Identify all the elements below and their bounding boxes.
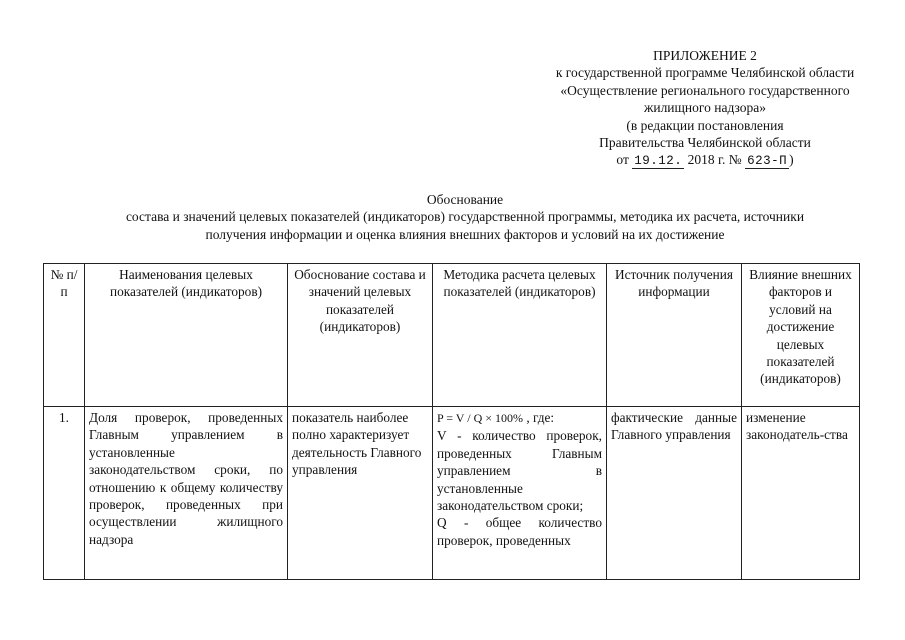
appendix-line-5: Правительства Челябинской области: [599, 135, 811, 151]
appendix-date-line: [510, 151, 900, 169]
header-number: № п/п: [44, 264, 85, 407]
calculation-formula: P = V / Q × 100%: [437, 411, 523, 425]
document-title-line-3: получения информации и оценка влияния внешних факторов и условий на их достижение: [205, 226, 725, 242]
appendix-line-3: жилищного надзора»: [644, 100, 766, 116]
date-mid: 2018 г. №: [687, 152, 742, 168]
header-methodology: Методика расчета целевых показателей (индикаторов): [433, 264, 607, 407]
document-title-line-1: Обоснование: [426, 192, 504, 207]
document-title-line-2: состава и значений целевых показателей (индикаторов) государственной программы, методика их расчета, источники: [125, 209, 805, 225]
row-number: 1.: [44, 407, 85, 580]
row-justification: показатель наиболее полно характеризует деятельность Главного управления: [288, 407, 433, 580]
indicators-table: [43, 263, 860, 580]
header-justification: Обоснование состава и значений целевых показателей (индикаторов): [288, 264, 433, 407]
appendix-line-2: «Осуществление регионального государственного: [560, 82, 850, 98]
date-suffix: ): [789, 152, 794, 168]
date-prefix: от: [616, 152, 629, 168]
date-value: 19.12.: [634, 154, 683, 169]
table-row: [44, 407, 860, 580]
appendix-header: [510, 47, 900, 169]
appendix-line-4: (в редакции постановления: [626, 117, 784, 133]
row-methodology: [433, 407, 607, 580]
row-source: фактические данные Главного управления: [607, 407, 742, 580]
method-q-definition: Q - общее количество проверок, проведенных: [437, 515, 602, 548]
header-influence: Влияние внешних факторов и условий на достижение целевых показателей (индикаторов): [742, 264, 860, 407]
decree-number: 623-П: [747, 154, 788, 169]
row-indicator-name: Доля проверок, проведенных Главным управлением в установленные законодательством сроки, по отношению к общему количеству проверок, проведенных при осуществлении жилищного надзора: [85, 407, 288, 580]
formula-suffix: , где:: [526, 410, 555, 425]
appendix-title: ПРИЛОЖЕНИЕ 2: [653, 48, 757, 63]
table-header-row: [44, 264, 860, 407]
appendix-line-1: к государственной программе Челябинской области: [555, 65, 855, 81]
document-title: [40, 191, 890, 243]
method-v-definition: V - количество проверок, проведенных Главным управлением в установленные законодательством сроки;: [437, 428, 602, 514]
header-source: Источник получения информации: [607, 264, 742, 407]
header-indicator-name: Наименования целевых показателей (индикаторов): [85, 264, 288, 407]
row-influence: изменение законодатель-ства: [742, 407, 860, 580]
